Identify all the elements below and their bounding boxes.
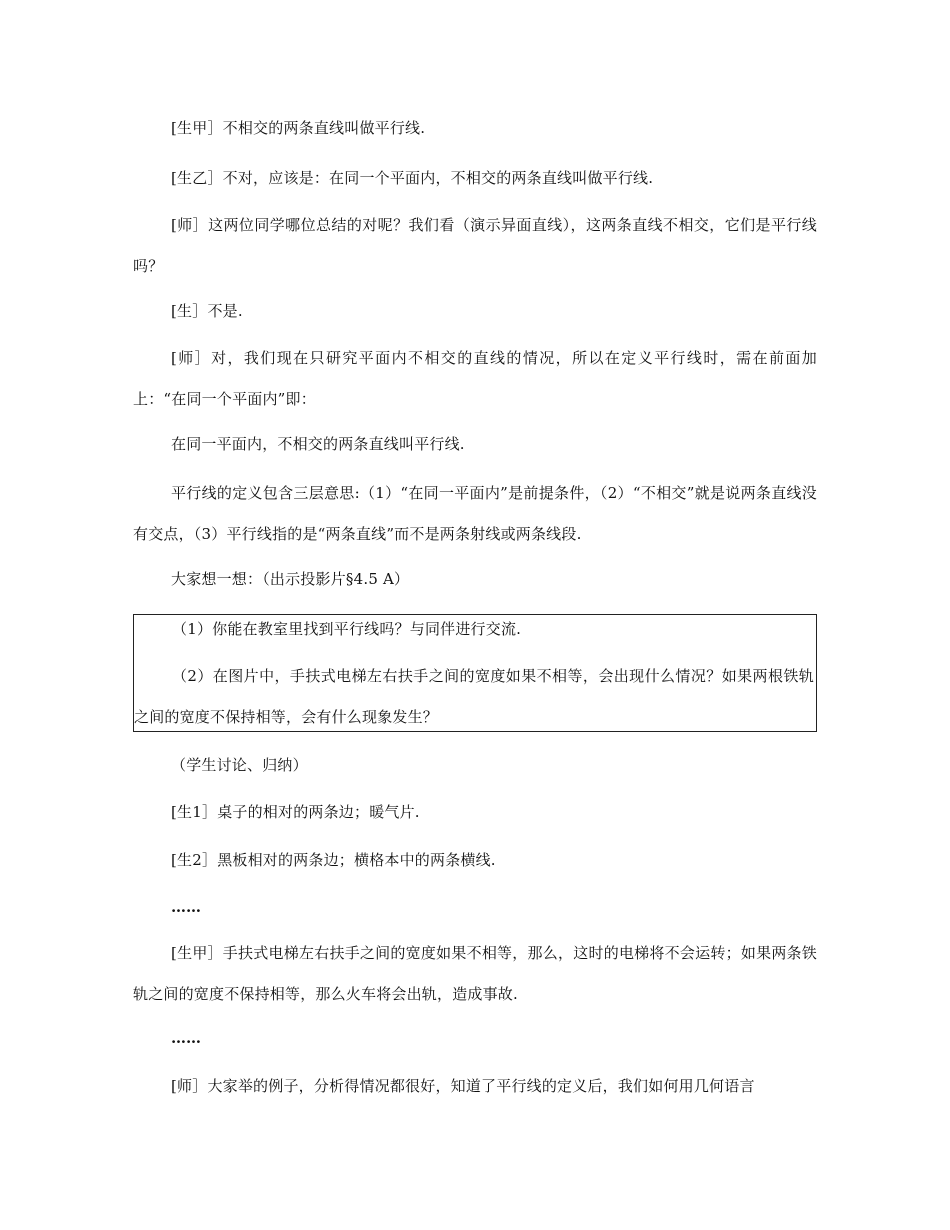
ellipsis-1: …… <box>171 898 201 916</box>
dialogue-student-a-2: [生甲］手扶式电梯左右扶手之间的宽度如果不相等，那么，这时的电梯将不会运转；如果两条铁轨之间的宽度不保持相等，那么火车将会出轨，造成事故. <box>133 944 817 1003</box>
dialogue-student-2-answer: [生2］黑板相对的两条边；横格本中的两条横线. <box>171 851 496 869</box>
dialogue-teacher-3: [师］大家举的例子，分析得情况都很好，知道了平行线的定义后，我们如何用几何语言 <box>171 1077 755 1095</box>
ellipsis-2: …… <box>171 1029 201 1047</box>
definition-statement: 在同一平面内，不相交的两条直线叫平行线. <box>171 435 465 453</box>
question-box <box>133 614 817 732</box>
discussion-note: （学生讨论、归纳） <box>171 756 308 774</box>
dialogue-student-b: [生乙］不对，应该是：在同一个平面内，不相交的两条直线叫做平行线. <box>171 169 654 187</box>
question-2: （2）在图片中，手扶式电梯左右扶手之间的宽度如果不相等，会出现什么情况？如果两根铁轨之间的宽度不保持相等，会有什么现象发生？ <box>134 667 814 726</box>
dialogue-student-1: [生］不是. <box>171 302 243 320</box>
dialogue-teacher-2: [师］对，我们现在只研究平面内不相交的直线的情况，所以在定义平行线时，需在前面加上：“在同一个平面内”即： <box>133 349 817 408</box>
definition-explanation: 平行线的定义包含三层意思:（1）“在同一平面内”是前提条件，（2）“不相交”就是说两条直线没有交点，（3）平行线指的是“两条直线”而不是两条射线或两条线段. <box>133 484 817 543</box>
dialogue-teacher-1: [师］这两位同学哪位总结的对呢？我们看（演示异面直线），这两条直线不相交，它们是平行线吗？ <box>133 216 817 275</box>
dialogue-student-a-1: [生甲］不相交的两条直线叫做平行线. <box>171 119 426 137</box>
dialogue-student-1-answer: [生1］桌子的相对的两条边；暖气片. <box>171 803 420 821</box>
question-1: （1）你能在教室里找到平行线吗？与同伴进行交流. <box>172 620 522 638</box>
think-prompt: 大家想一想：（出示投影片§4.5 A） <box>171 570 410 588</box>
